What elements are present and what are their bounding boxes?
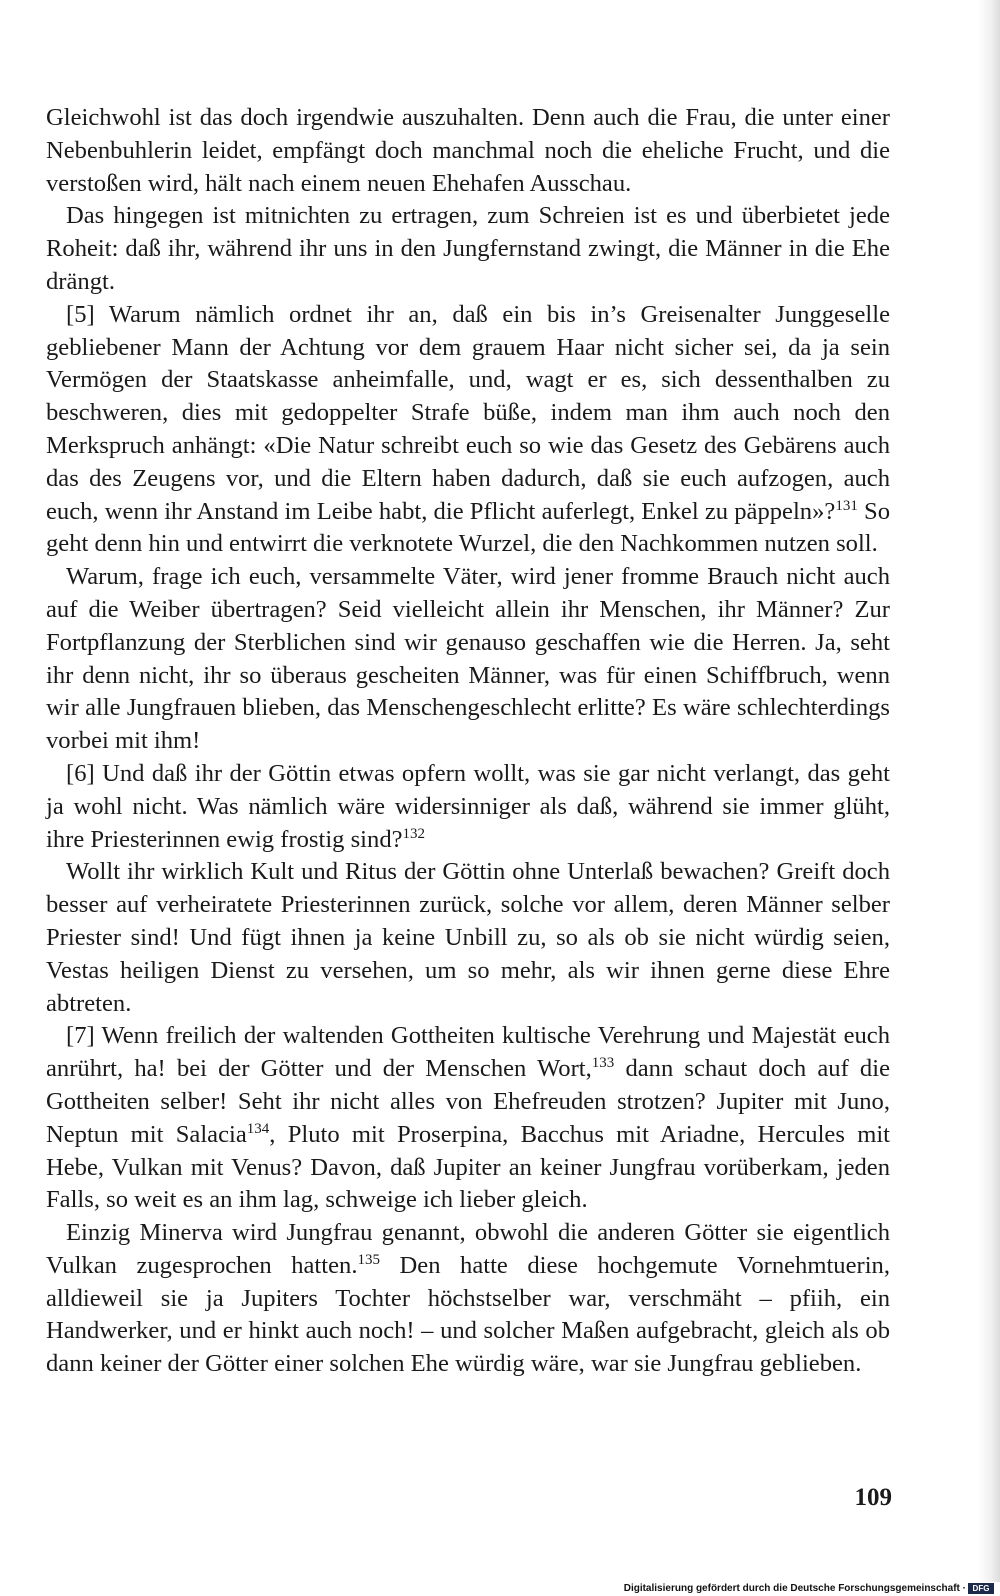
paragraph-text: Warum, frage ich euch, versammelte Väter, wird jener fromme Brauch nicht auch auf die Weiber übertragen? Seid vielleicht allein ihr Menschen, ihr Männer? Zur Fortpflanzung der Sterblichen sind wir genauso geschaffen wie die Herren. Ja, seht ihr denn nicht, ihr so überaus gescheiten Männer, was für einen Schiffbruch, wenn wir alle Jungfrauen blieben, das Menschengeschlecht erlitte? Es wäre schlechterdings vorbei mit ihm! xyxy=(46,563,890,755)
paragraph-text: Das hingegen ist mitnichten zu ertragen, zum Schreien ist es und überbietet jede Roheit: daß ihr, während ihr uns in den Jungfernstand zwingt, die Männer in die Ehe drängt. xyxy=(46,202,890,295)
dfg-logo: DFG xyxy=(968,1583,994,1594)
footnote-reference: 134 xyxy=(246,1120,270,1137)
paragraph-text: [5] Warum nämlich ordnet ihr an, daß ein bis in’s Greisenalter Junggeselle gebliebener Mann der Achtung vor dem grauem Haar nicht sicher sei, da ja sein Vermögen der Staatskasse anheimfalle, und, wagt er es, sich dessenthalben zu beschweren, dies mit gedoppelter Strafe büße, indem man ihm auch noch den Merkspruch anhängt: «Die Natur schreibt euch so wie das Gesetz des Gebärens auch das des Zeugens vor, und die Eltern haben dadurch, daß sie euch aufzogen, auch euch, wenn ihr Anstand im Leibe habt, die Pflicht auferlegt, Enkel zu päppeln»? xyxy=(46,300,890,525)
paragraph xyxy=(46,200,890,298)
footnote-reference: 132 xyxy=(402,825,426,842)
paragraph-text: Den hatte diese hochgemute Vornehmtuerin, alldieweil sie ja Jupiters Tochter höchstselber war, verschmäht – pfiih, ein Handwerker, und er hinkt auch noch! – und solcher Maßen aufgebracht, gleich als ob dann keiner der Götter einer solchen Ehe würdig wäre, war sie Jungfrau geblieben. xyxy=(46,1251,890,1378)
footnote-reference: 131 xyxy=(835,497,858,514)
paragraph-text: So geht denn hin und entwirrt die verknotete Wurzel, die den Nachkommen nutzen soll. xyxy=(46,497,890,558)
paragraph-text: Gleichwohl ist das doch irgendwie auszuhalten. Denn auch die Frau, die unter einer Nebenbuhlerin leidet, empfängt doch manchmal noch die eheliche Frucht, und die verstoßen wird, hält nach einem neuen Ehehafen Ausschau. xyxy=(46,104,890,197)
body-text xyxy=(46,102,890,1381)
paragraph xyxy=(46,758,890,856)
paragraph xyxy=(46,561,890,758)
paragraph xyxy=(46,299,890,561)
footnote-reference: 135 xyxy=(357,1251,380,1268)
paragraph xyxy=(46,856,890,1020)
paragraph xyxy=(46,1020,890,1217)
paragraph-text: , Pluto mit Proserpina, Bacchus mit Ariadne, Hercules mit Hebe, Vulkan mit Venus? Davon, daß Jupiter an keiner Jungfrau vorüberkam, jeden Falls, so weit es an ihm lag, schweige ich lieber gleich. xyxy=(46,1120,890,1214)
paragraph xyxy=(46,102,890,200)
digitization-credit: Digitalisierung gefördert durch die Deutsche Forschungsgemeinschaft · xyxy=(623,1583,966,1594)
paragraph-text: [7] Wenn freilich der waltenden Gottheiten kultische Verehrung und Majestät euch anrührt, ha! bei der Götter und der Menschen Wort, xyxy=(46,1022,890,1083)
page-edge-shadow xyxy=(978,0,1000,1582)
page-number: 109 xyxy=(854,1484,892,1511)
paragraph xyxy=(46,1217,890,1381)
footnote-reference: 133 xyxy=(591,1055,615,1072)
paragraph-text: Einzig Minerva wird Jungfrau genannt, obwohl die anderen Götter sie eigentlich Vulkan zugesprochen hatten. xyxy=(46,1219,890,1279)
paragraph-text: [6] Und daß ihr der Göttin etwas opfern wollt, was sie gar nicht verlangt, das geht ja wohl nicht. Was nämlich wäre widersinniger als daß, während sie immer glüht, ihre Priesterinnen ewig frostig sind? xyxy=(46,759,890,853)
paragraph-text: Wollt ihr wirklich Kult und Ritus der Göttin ohne Unterlaß bewachen? Greift doch besser auf verheiratete Priesterinnen zurück, solche vor allem, deren Männer selber Priester sind! Und fügt ihnen ja keine Unbill zu, so als ob sie nicht würdig seien, Vestas heiligen Dienst zu versehen, um so mehr, als wir ihnen gerne diese Ehre abtreten. xyxy=(46,858,890,1017)
paragraph-text: dann schaut doch auf die Gottheiten selber! Seht ihr nicht alles von Ehefreuden strotzen? Jupiter mit Juno, Neptun mit Salacia xyxy=(46,1055,890,1148)
